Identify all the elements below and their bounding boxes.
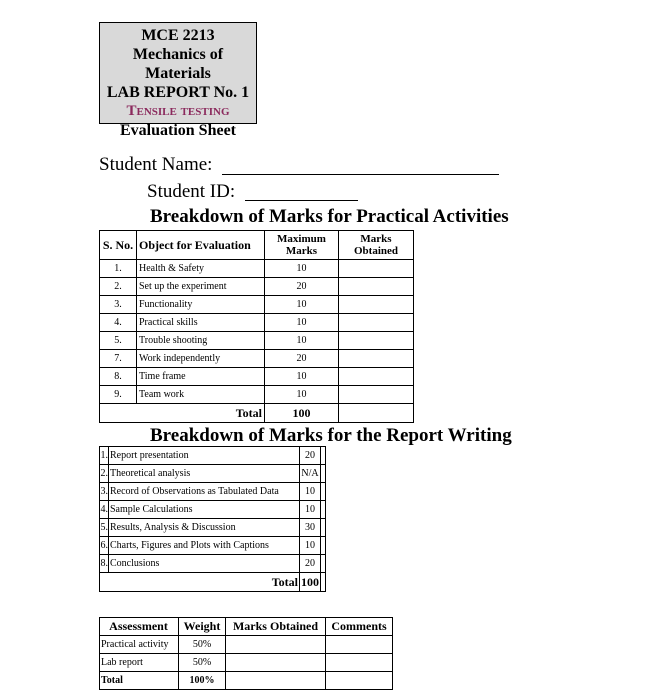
row-no: 2. (100, 465, 109, 483)
row-item: Trouble shooting (137, 332, 265, 350)
table-row (100, 368, 414, 386)
row-max: 20 (265, 278, 339, 296)
assessment-obtained-cell[interactable] (226, 654, 326, 672)
row-max: 10 (300, 483, 321, 501)
row-item: Practical skills (137, 314, 265, 332)
row-item: Theoretical analysis (109, 465, 299, 483)
report-heading: Breakdown of Marks for the Report Writing (150, 425, 512, 446)
row-obtained-cell[interactable] (339, 386, 414, 404)
row-max: 10 (300, 501, 321, 519)
table-row (100, 654, 393, 672)
assessment-obtained-cell[interactable] (226, 636, 326, 654)
assessment-name: Lab report (100, 654, 179, 672)
row-item: Report presentation (109, 447, 299, 465)
row-no: 5. (100, 332, 137, 350)
total-row (100, 404, 414, 423)
assessment-weight: 100% (179, 672, 226, 690)
table-row (100, 296, 414, 314)
col-object: Object for Evaluation (137, 231, 265, 260)
row-item: Conclusions (109, 555, 299, 573)
table-row (100, 332, 414, 350)
col-comments: Comments (326, 618, 393, 636)
total-row (100, 573, 326, 592)
row-no: 6. (100, 537, 109, 555)
table-row (100, 260, 414, 278)
row-no: 3. (100, 296, 137, 314)
row-no: 8. (100, 555, 109, 573)
assessment-comments-cell[interactable] (326, 672, 393, 690)
row-no: 9. (100, 386, 137, 404)
table-row (100, 483, 326, 501)
experiment-title: Tensile testing (126, 103, 230, 119)
row-item: Functionality (137, 296, 265, 314)
col-assessment: Assessment (100, 618, 179, 636)
total-label: Total (100, 573, 300, 592)
row-no: 4. (100, 314, 137, 332)
col-weight: Weight (179, 618, 226, 636)
student-id-field[interactable] (245, 200, 358, 201)
row-obtained-cell[interactable] (339, 314, 414, 332)
col-sno: S. No. (100, 231, 137, 260)
row-obtained-cell[interactable] (339, 368, 414, 386)
row-item: Record of Observations as Tabulated Data (109, 483, 299, 501)
row-no: 1. (100, 260, 137, 278)
assessment-table (99, 617, 393, 690)
total-obtained-cell[interactable] (339, 404, 414, 423)
sheet-title: Evaluation Sheet (119, 122, 236, 139)
row-no: 1. (100, 447, 109, 465)
row-max: N/A (300, 465, 321, 483)
total-value: 100 (300, 573, 321, 592)
row-max: 20 (265, 350, 339, 368)
assessment-name: Total (100, 672, 179, 690)
row-obtained-cell[interactable] (339, 260, 414, 278)
assessment-comments-cell[interactable] (326, 654, 393, 672)
table-row (100, 350, 414, 368)
total-value: 100 (265, 404, 339, 423)
row-obtained-cell[interactable] (339, 278, 414, 296)
report-number: LAB REPORT No. 1 (106, 84, 250, 101)
assessment-obtained-cell[interactable] (226, 672, 326, 690)
table-row (100, 278, 414, 296)
row-max: 10 (265, 260, 339, 278)
table-row (100, 537, 326, 555)
practical-table (99, 230, 414, 423)
practical-heading: Breakdown of Marks for Practical Activities (150, 206, 509, 227)
row-no: 5. (100, 519, 109, 537)
row-obtained-cell[interactable] (339, 350, 414, 368)
row-max: 10 (265, 296, 339, 314)
student-name-field[interactable] (222, 174, 499, 175)
row-max: 10 (265, 314, 339, 332)
row-max: 30 (300, 519, 321, 537)
table-row (100, 447, 326, 465)
course-code: MCE 2213 (141, 27, 215, 44)
table-row (100, 555, 326, 573)
table-row (100, 386, 414, 404)
student-id-label: Student ID: (147, 181, 236, 202)
row-max: 10 (265, 386, 339, 404)
title-box (99, 22, 257, 139)
row-max: 10 (300, 537, 321, 555)
row-max: 20 (300, 447, 321, 465)
student-name-label: Student Name: (99, 154, 213, 175)
row-no: 2. (100, 278, 137, 296)
row-no: 8. (100, 368, 137, 386)
col-marks-obtained: Marks Obtained (226, 618, 326, 636)
row-item: Team work (137, 386, 265, 404)
row-no: 4. (100, 501, 109, 519)
row-no: 3. (100, 483, 109, 501)
row-max: 10 (265, 332, 339, 350)
row-max: 10 (265, 368, 339, 386)
row-no: 7. (100, 350, 137, 368)
table-row (100, 672, 393, 690)
assessment-weight: 50% (179, 636, 226, 654)
assessment-comments-cell[interactable] (326, 636, 393, 654)
row-obtained-cell[interactable] (339, 332, 414, 350)
row-item: Time frame (137, 368, 265, 386)
total-label: Total (100, 404, 265, 423)
course-subject: Mechanics of Materials (132, 46, 224, 82)
table-row (100, 636, 393, 654)
row-item: Results, Analysis & Discussion (109, 519, 299, 537)
assessment-weight: 50% (179, 654, 226, 672)
row-item: Health & Safety (137, 260, 265, 278)
table-row (100, 465, 326, 483)
table-row (100, 314, 414, 332)
assessment-name: Practical activity (100, 636, 179, 654)
table-row (100, 519, 326, 537)
report-table (99, 446, 326, 592)
row-item: Sample Calculations (109, 501, 299, 519)
col-max-marks: Maximum Marks (265, 231, 339, 260)
row-item: Charts, Figures and Plots with Captions (109, 537, 299, 555)
row-max: 20 (300, 555, 321, 573)
table-row (100, 501, 326, 519)
row-item: Set up the experiment (137, 278, 265, 296)
col-marks-obtained: Marks Obtained (339, 231, 414, 260)
row-obtained-cell[interactable] (339, 296, 414, 314)
row-item: Work independently (137, 350, 265, 368)
